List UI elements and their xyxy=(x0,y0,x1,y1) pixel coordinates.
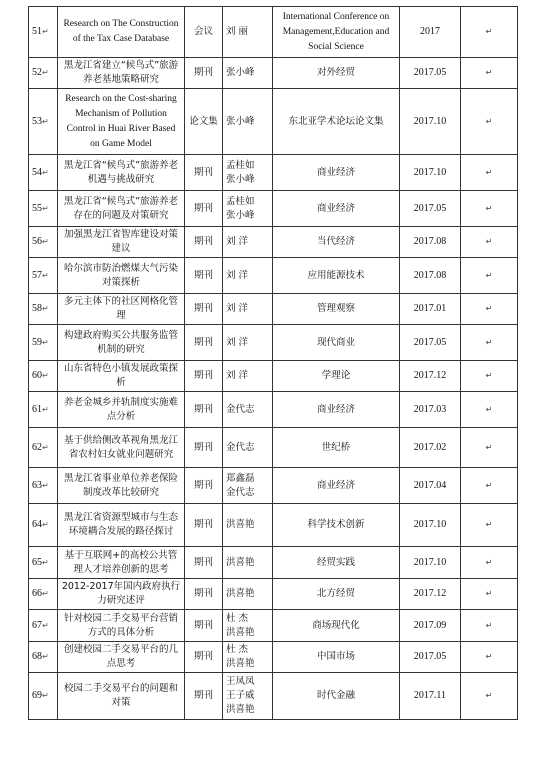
row-number-cell: 58↵ xyxy=(29,294,58,325)
publisher-cell: 世纪桥 xyxy=(273,428,400,468)
author-cell xyxy=(223,468,273,504)
publisher-cell: 应用能源技术 xyxy=(273,258,400,294)
type-cell: 期刊 xyxy=(185,325,223,361)
table-row xyxy=(29,258,518,294)
publisher-cell: 商业经济 xyxy=(273,468,400,504)
table-row xyxy=(29,673,518,720)
publisher-cell: 商业经济 xyxy=(273,392,400,428)
table-row xyxy=(29,89,518,155)
author-name: 刘 丽 xyxy=(226,26,249,37)
type-cell: 期刊 xyxy=(185,155,223,191)
author-name: 刘 洋 xyxy=(226,236,249,247)
date-cell: 2017.10 xyxy=(400,504,461,547)
title-cell: 针对校园二手交易平台营销方式的具体分析 xyxy=(58,610,185,642)
title-cell: 哈尔滨市防治燃煤大气污染对策探析 xyxy=(58,258,185,294)
author-cell xyxy=(223,258,273,294)
title-cell: 山东省特色小镇发展政策探析 xyxy=(58,361,185,392)
paragraph-mark-cell: ↵ xyxy=(461,642,518,673)
type-cell: 期刊 xyxy=(185,504,223,547)
type-cell: 期刊 xyxy=(185,610,223,642)
paragraph-mark-cell: ↵ xyxy=(461,58,518,89)
type-cell: 期刊 xyxy=(185,673,223,720)
table-row xyxy=(29,547,518,579)
title-cell: 基于供给侧改革视角黑龙江省农村妇女就业问题研究 xyxy=(58,428,185,468)
author-cell xyxy=(223,58,273,89)
table-row xyxy=(29,294,518,325)
author-name: 洪喜艳 xyxy=(226,658,255,669)
paragraph-mark-cell: ↵ xyxy=(461,392,518,428)
type-cell: 期刊 xyxy=(185,191,223,227)
row-number-cell: 62↵ xyxy=(29,428,58,468)
table-row xyxy=(29,7,518,58)
author-cell xyxy=(223,392,273,428)
date-cell: 2017.04 xyxy=(400,468,461,504)
author-name: 刘 洋 xyxy=(226,269,249,281)
table-row xyxy=(29,58,518,89)
date-cell: 2017.05 xyxy=(400,325,461,361)
author-name: 洪喜艳 xyxy=(226,704,255,715)
title-cell: Research on the Cost-sharing Mechanism of Pollution Control in Huai River Based on Game Model xyxy=(58,89,185,155)
type-cell: 期刊 xyxy=(185,361,223,392)
paragraph-mark-cell: ↵ xyxy=(461,504,518,547)
author-cell xyxy=(223,325,273,361)
author-name: 刘 洋 xyxy=(226,303,249,314)
author-name: 王凤凤 xyxy=(226,676,255,687)
table-row xyxy=(29,428,518,468)
table-row xyxy=(29,155,518,191)
paragraph-mark-cell: ↵ xyxy=(461,428,518,468)
date-cell: 2017.05 xyxy=(400,58,461,89)
row-number-cell: 65↵ xyxy=(29,547,58,579)
table-row xyxy=(29,361,518,392)
paragraph-mark-cell: ↵ xyxy=(461,227,518,258)
author-name: 洪喜艳 xyxy=(226,588,255,599)
publisher-cell: 商场现代化 xyxy=(273,610,400,642)
author-name: 金代志 xyxy=(226,441,255,453)
paragraph-mark-cell: ↵ xyxy=(461,547,518,579)
type-cell: 期刊 xyxy=(185,428,223,468)
table-row xyxy=(29,642,518,673)
type-cell: 会议 xyxy=(185,7,223,58)
author-name: 孟桂如 xyxy=(226,159,255,171)
title-cell: 黑龙江省“候鸟式”旅游养老机遇与挑战研究 xyxy=(58,155,185,191)
paragraph-mark-cell: ↵ xyxy=(461,155,518,191)
type-cell: 期刊 xyxy=(185,392,223,428)
author-cell xyxy=(223,294,273,325)
author-name: 张小峰 xyxy=(226,115,255,127)
type-cell: 期刊 xyxy=(185,468,223,504)
date-cell: 2017.11 xyxy=(400,673,461,720)
row-number-cell: 60↵ xyxy=(29,361,58,392)
publisher-cell: 学理论 xyxy=(273,361,400,392)
publisher-cell: 经贸实践 xyxy=(273,547,400,579)
paragraph-mark-cell: ↵ xyxy=(461,7,518,58)
publisher-cell: 东北亚学术论坛论文集 xyxy=(273,89,400,155)
author-name: 金代志 xyxy=(226,486,255,498)
title-cell: 黑龙江省建立“候鸟式”旅游养老基地策略研究 xyxy=(58,58,185,89)
date-cell: 2017.08 xyxy=(400,258,461,294)
paragraph-mark-cell: ↵ xyxy=(461,579,518,610)
date-cell: 2017.05 xyxy=(400,191,461,227)
publisher-cell: 商业经济 xyxy=(273,155,400,191)
title-cell: 养老金城乡并轨制度实施难点分析 xyxy=(58,392,185,428)
paragraph-mark-cell: ↵ xyxy=(461,673,518,720)
row-number-cell: 61↵ xyxy=(29,392,58,428)
date-cell: 2017.12 xyxy=(400,579,461,610)
type-cell: 期刊 xyxy=(185,258,223,294)
author-name: 王子威 xyxy=(226,690,255,701)
date-cell: 2017.05 xyxy=(400,642,461,673)
table-row xyxy=(29,504,518,547)
title-cell: 黑龙江省“候鸟式”旅游养老存在的问题及对策研究 xyxy=(58,191,185,227)
title-cell: Research on The Construction of the Tax Case Database xyxy=(58,7,185,58)
author-cell xyxy=(223,642,273,673)
author-name: 杜 杰 xyxy=(226,644,249,655)
title-cell: 2012-2017年国内政府执行力研究述评 xyxy=(58,579,185,610)
date-cell: 2017.10 xyxy=(400,155,461,191)
paragraph-mark-cell: ↵ xyxy=(461,258,518,294)
publisher-cell: International Conference on Management,Education and Social Science xyxy=(273,7,400,58)
date-cell: 2017.10 xyxy=(400,89,461,155)
title-cell: 创建校园二手交易平台的几点思考 xyxy=(58,642,185,673)
author-name: 杜 杰 xyxy=(226,612,249,624)
table-row xyxy=(29,191,518,227)
row-number-cell: 53↵ xyxy=(29,89,58,155)
paragraph-mark-cell: ↵ xyxy=(461,191,518,227)
table-row xyxy=(29,325,518,361)
table-row xyxy=(29,392,518,428)
table-row xyxy=(29,610,518,642)
row-number-cell: 67↵ xyxy=(29,610,58,642)
type-cell: 期刊 xyxy=(185,579,223,610)
author-name: 张小峰 xyxy=(226,67,255,78)
publisher-cell: 北方经贸 xyxy=(273,579,400,610)
row-number-cell: 56↵ xyxy=(29,227,58,258)
author-name: 郑鑫磊 xyxy=(226,472,255,484)
title-cell: 黑龙江省资源型城市与生态环境耦合发展的路径探讨 xyxy=(58,504,185,547)
publisher-cell: 中国市场 xyxy=(273,642,400,673)
author-cell xyxy=(223,428,273,468)
type-cell: 期刊 xyxy=(185,227,223,258)
row-number-cell: 66↵ xyxy=(29,579,58,610)
author-name: 洪喜艳 xyxy=(226,519,255,530)
author-cell xyxy=(223,191,273,227)
row-number-cell: 64↵ xyxy=(29,504,58,547)
table-row xyxy=(29,579,518,610)
title-cell: 多元主体下的社区网格化管理 xyxy=(58,294,185,325)
title-cell: 基于互联网+的高校公共管理人才培养创新的思考 xyxy=(58,547,185,579)
row-number-cell: 57↵ xyxy=(29,258,58,294)
paragraph-mark-cell: ↵ xyxy=(461,610,518,642)
author-name: 张小峰 xyxy=(226,209,255,221)
paragraph-mark-cell: ↵ xyxy=(461,325,518,361)
author-name: 金代志 xyxy=(226,403,255,415)
author-name: 刘 洋 xyxy=(226,370,249,381)
date-cell: 2017.01 xyxy=(400,294,461,325)
author-cell xyxy=(223,155,273,191)
date-cell: 2017.12 xyxy=(400,361,461,392)
author-cell xyxy=(223,227,273,258)
author-name: 孟桂如 xyxy=(226,195,255,207)
date-cell: 2017.09 xyxy=(400,610,461,642)
publication-table-body xyxy=(29,7,518,720)
title-cell: 校园二手交易平台的问题和对策 xyxy=(58,673,185,720)
author-name: 张小峰 xyxy=(226,173,255,185)
author-name: 刘 洋 xyxy=(226,336,249,348)
table-row xyxy=(29,227,518,258)
author-cell xyxy=(223,89,273,155)
row-number-cell: 55↵ xyxy=(29,191,58,227)
date-cell: 2017 xyxy=(400,7,461,58)
type-cell: 论文集 xyxy=(185,89,223,155)
paragraph-mark-cell: ↵ xyxy=(461,468,518,504)
publication-table xyxy=(28,6,518,720)
title-cell: 构建政府购买公共服务监管机制的研究 xyxy=(58,325,185,361)
row-number-cell: 51↵ xyxy=(29,7,58,58)
paragraph-mark-cell: ↵ xyxy=(461,361,518,392)
type-cell: 期刊 xyxy=(185,642,223,673)
publisher-cell: 科学技术创新 xyxy=(273,504,400,547)
publisher-cell: 对外经贸 xyxy=(273,58,400,89)
author-cell xyxy=(223,361,273,392)
author-cell xyxy=(223,579,273,610)
date-cell: 2017.10 xyxy=(400,547,461,579)
row-number-cell: 68↵ xyxy=(29,642,58,673)
publisher-cell: 时代金融 xyxy=(273,673,400,720)
type-cell: 期刊 xyxy=(185,547,223,579)
author-cell xyxy=(223,610,273,642)
date-cell: 2017.03 xyxy=(400,392,461,428)
row-number-cell: 63↵ xyxy=(29,468,58,504)
date-cell: 2017.08 xyxy=(400,227,461,258)
author-cell xyxy=(223,504,273,547)
paragraph-mark-cell: ↵ xyxy=(461,294,518,325)
row-number-cell: 59↵ xyxy=(29,325,58,361)
author-name: 洪喜艳 xyxy=(226,556,255,568)
title-cell: 黑龙江省事业单位养老保险制度改革比较研究 xyxy=(58,468,185,504)
publisher-cell: 管理观察 xyxy=(273,294,400,325)
author-cell xyxy=(223,7,273,58)
row-number-cell: 52↵ xyxy=(29,58,58,89)
author-cell xyxy=(223,547,273,579)
paragraph-mark-cell: ↵ xyxy=(461,89,518,155)
date-cell: 2017.02 xyxy=(400,428,461,468)
table-row xyxy=(29,468,518,504)
type-cell: 期刊 xyxy=(185,294,223,325)
publisher-cell: 当代经济 xyxy=(273,227,400,258)
author-name: 洪喜艳 xyxy=(226,626,255,638)
publisher-cell: 现代商业 xyxy=(273,325,400,361)
type-cell: 期刊 xyxy=(185,58,223,89)
title-cell: 加强黑龙江省智库建设对策建议 xyxy=(58,227,185,258)
row-number-cell: 69↵ xyxy=(29,673,58,720)
row-number-cell: 54↵ xyxy=(29,155,58,191)
publisher-cell: 商业经济 xyxy=(273,191,400,227)
author-cell xyxy=(223,673,273,720)
